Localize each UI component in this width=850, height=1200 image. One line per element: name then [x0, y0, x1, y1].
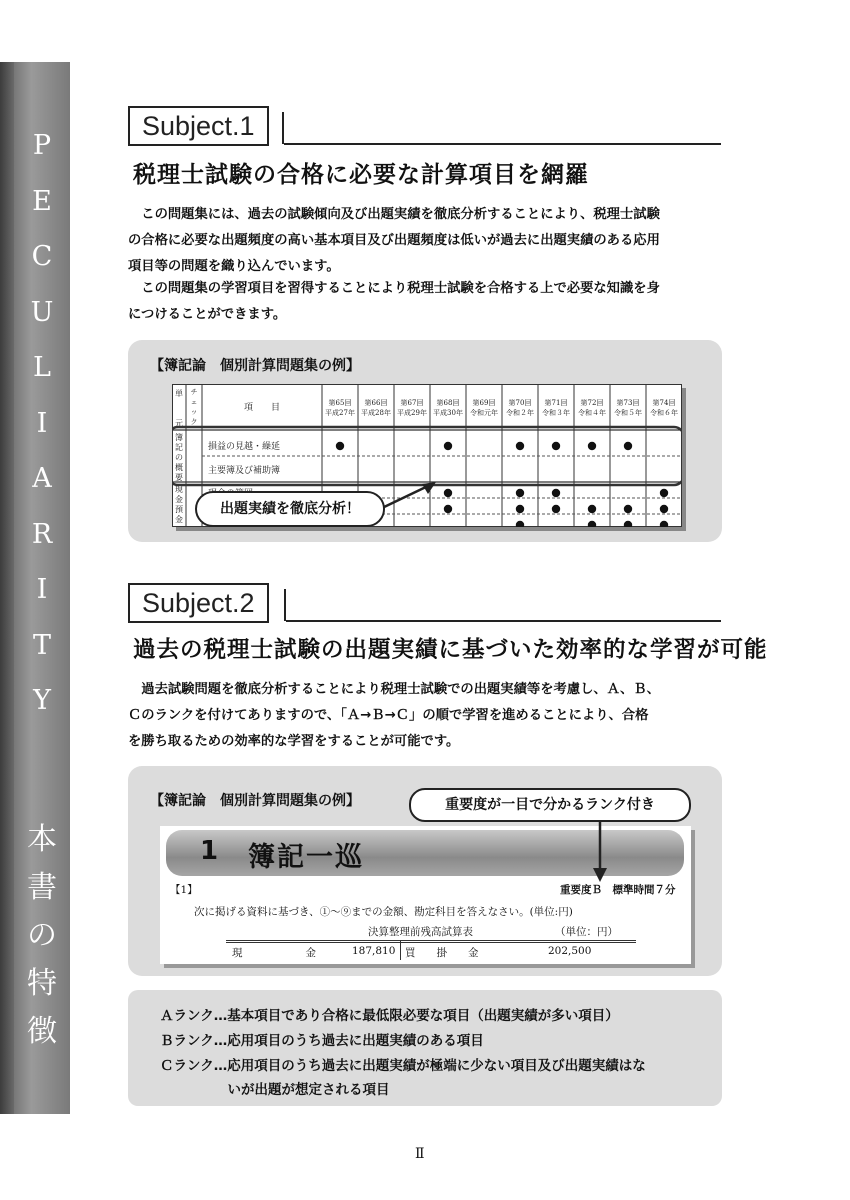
subject1-rule: [284, 143, 721, 145]
table-exam-year: 平成27年: [325, 409, 355, 417]
table-exam-no: 第72回: [580, 399, 604, 407]
rank-a: Ａランク…基本項目であり合格に最低限必要な項目（出題実績が多い項目）: [160, 1008, 619, 1024]
table-exam-year: 平成28年: [361, 409, 391, 417]
table-mark: [552, 442, 560, 450]
side-letter: Y: [33, 685, 51, 716]
table-exam-year: 平成29年: [397, 409, 427, 417]
sample-problem: [160, 826, 691, 964]
table-group-label: 記: [175, 443, 183, 452]
payable-value: 202,500: [548, 945, 592, 957]
table-mark: [336, 442, 344, 450]
table-mark: [552, 489, 560, 497]
side-letter: I: [36, 407, 48, 439]
trial-balance-title: 決算整理前残高試算表: [368, 926, 473, 938]
subject2-rule-tick: [284, 589, 286, 621]
side-band: [0, 62, 70, 1114]
subject2-label: Subject.2: [128, 583, 269, 623]
table-group-label: 金: [175, 515, 183, 524]
table-mark: [624, 521, 632, 527]
side-band-edge: [0, 62, 14, 1114]
side-letter: R: [31, 518, 53, 550]
rank-callout: 重要度が一目で分かるランク付き: [409, 788, 691, 822]
table-head-unit: 元: [175, 419, 183, 428]
side-letter: I: [36, 574, 48, 605]
side-jp-char: 徴: [27, 1014, 57, 1049]
table-mark: [660, 521, 668, 527]
table-group-label: 金: [175, 495, 183, 504]
table-group-label: の: [175, 453, 183, 462]
side-letter: T: [32, 629, 51, 661]
table-head-unit: 単: [175, 389, 183, 398]
table-mark: [624, 442, 632, 450]
subject1-paragraph-1: この問題集には、過去の試験傾向及び出題実績を徹底分析することにより、税理士試験 の合格に必要な出題頻度の高い基本項目及び出題頻度は低いが過去に出題実績のある応用 項目等の問題を織り込んでいます。: [128, 207, 660, 274]
table-exam-year: 平成30年: [433, 409, 463, 417]
table-mark: [588, 505, 596, 513]
table-exam-no: 第71回: [544, 399, 568, 407]
table-exam-no: 第69回: [472, 399, 496, 407]
subject1-rule-tick: [282, 112, 284, 144]
table-exam-no: 第65回: [328, 399, 352, 407]
trial-balance-rule: [226, 940, 636, 941]
subject2-rule: [286, 620, 721, 622]
table-exam-year: 令和２年: [506, 409, 534, 417]
table-mark: [588, 521, 596, 527]
table-exam-no: 第74回: [652, 399, 676, 407]
table-mark: [588, 442, 596, 450]
subject1-headline: 税理士試験の合格に必要な計算項目を網羅: [133, 162, 589, 188]
side-letter: L: [33, 352, 51, 383]
table-mark: [552, 505, 560, 513]
subject2-paragraph: 過去試験問題を徹底分析することにより税理士試験での出題実績等を考慮し、Ａ、Ｂ、 Ｃのランクを付けてありますので、「Ａ→Ｂ→Ｃ」の順で学習を進めることにより、合格 を勝ち取るための効率的な学習をすることが可能です。: [128, 682, 660, 749]
side-letter: U: [30, 296, 54, 328]
table-row-item: 損益の見越・繰延: [208, 442, 281, 452]
side-jp-char: 本: [27, 822, 57, 857]
table-group-label: 要: [175, 473, 183, 482]
table-mark: [660, 489, 668, 497]
table-mark: [516, 521, 524, 527]
table-exam-year: 令和４年: [578, 409, 606, 417]
subject2-panel-label: 【簿記論 個別計算問題集の例】: [150, 793, 360, 809]
importance-label: 重要度Ｂ 標準時間７分: [560, 884, 676, 896]
trial-balance-rule-2: [226, 942, 636, 943]
problem-instruction: 次に掲げる資料に基づき、①～⑨までの金額、勘定科目を答えなさい。(単位:円): [194, 906, 573, 918]
trial-balance-unit: （単位：円）: [555, 926, 618, 938]
table-mark: [444, 505, 452, 513]
table-mark: [444, 442, 452, 450]
table-head-check: チ: [190, 388, 198, 396]
table-head-item: 項 目: [243, 403, 281, 413]
table-group-label: 現: [175, 485, 183, 494]
table-mark: [516, 442, 524, 450]
callout-arrow-1: [380, 478, 440, 514]
subject1-paragraph-2: この問題集の学習項目を習得することにより税理士試験を合格する上で必要な知識を身 につけることができます。: [128, 281, 660, 322]
problem-number: 【1】: [170, 884, 198, 896]
table-group-label: 簿: [175, 433, 183, 442]
table-exam-no: 第73回: [616, 399, 640, 407]
chapter-title: 簿記一巡: [248, 842, 364, 873]
table-exam-no: 第67回: [400, 399, 424, 407]
cash-label: 現 金: [232, 947, 316, 959]
side-letter: E: [32, 185, 52, 217]
table-exam-no: 第68回: [436, 399, 460, 407]
rank-b: Ｂランク…応用項目のうち過去に出題実績のある項目: [160, 1033, 484, 1049]
table-exam-year: 令和６年: [650, 409, 678, 417]
table-exam-year: 令和３年: [542, 409, 570, 417]
table-exam-no: 第70回: [508, 399, 532, 407]
subject1-panel-label: 【簿記論 個別計算問題集の例】: [150, 358, 360, 374]
rank-c-continued: いが出題が想定される項目: [160, 1082, 390, 1098]
page-number: Ⅱ: [415, 1146, 425, 1162]
side-letter: C: [31, 241, 53, 272]
table-group-label: 預: [175, 505, 183, 514]
table-mark: [444, 489, 452, 497]
payable-label: 買 掛 金: [405, 947, 479, 959]
side-letter: P: [32, 130, 52, 161]
side-jp-char: 特: [27, 966, 57, 1001]
table-exam-year: 令和５年: [614, 409, 642, 417]
table-head-check: ク: [190, 418, 198, 426]
analysis-callout: 出題実績を徹底分析！: [195, 491, 385, 527]
trial-balance-divider: [400, 940, 401, 960]
table-row-item: 主要簿及び補助簿: [208, 466, 281, 476]
table-exam-no: 第66回: [364, 399, 388, 407]
chapter-number: 1: [200, 836, 219, 866]
table-group-label: 概: [175, 463, 183, 472]
cash-value: 187,810: [352, 945, 396, 957]
side-letter: A: [32, 463, 52, 494]
table-mark: [516, 505, 524, 513]
rank-c: Ｃランク…応用項目のうち過去に出題実績が極端に少ない項目及び出題実績はな: [160, 1058, 646, 1074]
side-jp-char: 書: [27, 870, 57, 905]
callout-arrow-2: [590, 816, 610, 884]
table-head-check: ッ: [190, 408, 198, 416]
table-mark: [624, 505, 632, 513]
table-head-check: ェ: [190, 398, 198, 406]
table-exam-year: 令和元年: [470, 409, 498, 417]
table-mark: [660, 505, 668, 513]
table-mark: [516, 489, 524, 497]
side-jp-char: の: [27, 918, 57, 953]
subject2-headline: 過去の税理士試験の出題実績に基づいた効率的な学習が可能: [133, 637, 768, 663]
subject1-label: Subject.1: [128, 106, 269, 146]
